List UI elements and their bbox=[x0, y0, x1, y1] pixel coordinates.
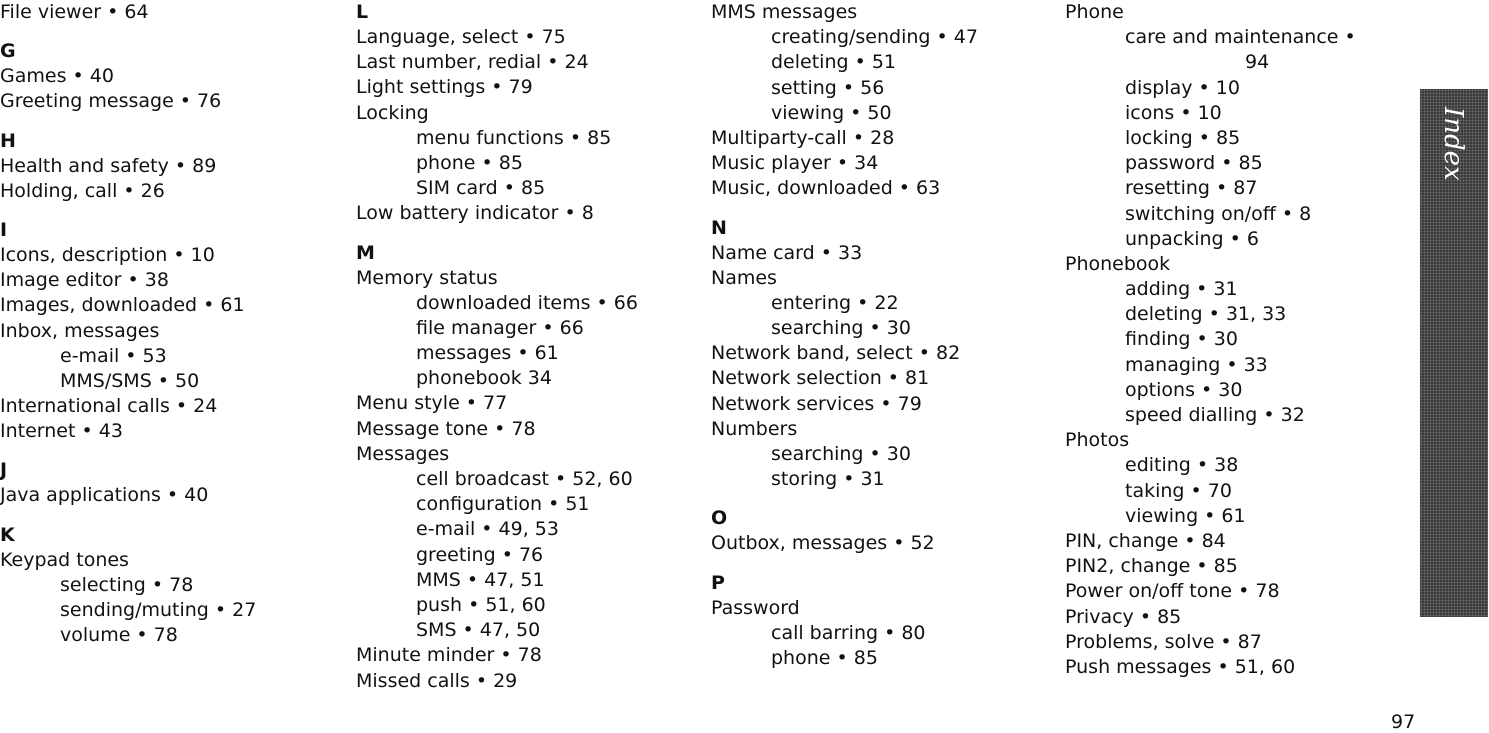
index-subentry: sending/muting • 27 bbox=[60, 599, 257, 621]
index-entry: MMS messages bbox=[711, 1, 858, 23]
index-subentry: cell broadcast • 52, 60 bbox=[416, 468, 633, 490]
index-entry: Network services • 79 bbox=[711, 392, 922, 415]
index-subentry-continuation: 94 bbox=[1245, 51, 1270, 74]
index-entry: Music player • 34 bbox=[711, 152, 879, 175]
index-subentry: options • 30 bbox=[1125, 378, 1243, 401]
index-entry: Icons, description • 10 bbox=[0, 243, 215, 266]
index-subentry: entering • 22 bbox=[771, 291, 899, 314]
index-entry: PIN2, change • 85 bbox=[1065, 555, 1238, 578]
index-entry: Health and safety • 89 bbox=[0, 154, 217, 177]
index-subentry: file manager • 66 bbox=[416, 316, 584, 339]
index-subentry: viewing • 61 bbox=[1125, 504, 1246, 527]
index-entry: Light settings • 79 bbox=[356, 76, 533, 99]
index-section-letter: K bbox=[0, 523, 15, 546]
index-entry: Name card • 33 bbox=[711, 241, 863, 264]
index-entry: Locking bbox=[356, 101, 429, 124]
index-entry: PIN, change • 84 bbox=[1065, 529, 1226, 552]
index-entry: Games • 40 bbox=[0, 65, 114, 88]
index-column-4 bbox=[1065, 0, 1410, 680]
index-subentry: MMS/SMS • 50 bbox=[60, 369, 200, 392]
index-subentry: password • 85 bbox=[1125, 152, 1263, 175]
index-section-letter: H bbox=[0, 129, 16, 152]
index-subentry: searching • 30 bbox=[771, 443, 911, 465]
index-subentry: managing • 33 bbox=[1125, 353, 1268, 376]
index-section-letter: N bbox=[711, 216, 727, 239]
index-entry: Network band, select • 82 bbox=[711, 342, 961, 365]
index-subentry: MMS • 47, 51 bbox=[416, 568, 545, 591]
index-subentry: creating/sending • 47 bbox=[771, 26, 978, 49]
index-subentry: e-mail • 49, 53 bbox=[416, 518, 559, 541]
index-entry: Internet • 43 bbox=[0, 420, 123, 443]
index-entry: Image editor • 38 bbox=[0, 269, 169, 292]
page-number: 97 bbox=[1391, 711, 1416, 733]
index-entry: Problems, solve • 87 bbox=[1065, 630, 1262, 653]
index-subentry: configuration • 51 bbox=[416, 493, 590, 516]
index-entry: Memory status bbox=[356, 266, 498, 289]
index-subentry: care and maintenance • bbox=[1125, 26, 1356, 49]
index-subentry: switching on/off • 8 bbox=[1125, 202, 1312, 225]
index-subentry: finding • 30 bbox=[1125, 328, 1238, 351]
index-entry: Phonebook bbox=[1065, 252, 1171, 275]
index-subentry: greeting • 76 bbox=[416, 543, 544, 566]
index-entry: Network selection • 81 bbox=[711, 367, 930, 390]
index-entry: Low battery indicator • 8 bbox=[356, 202, 594, 225]
index-entry: Messages bbox=[356, 442, 450, 465]
index-subentry: speed dialling • 32 bbox=[1125, 404, 1305, 426]
index-entry: Menu style • 77 bbox=[356, 392, 508, 415]
index-entry: Keypad tones bbox=[0, 548, 129, 571]
index-entry: Last number, redial • 24 bbox=[356, 51, 589, 74]
index-entry: Names bbox=[711, 266, 777, 289]
index-entry: Greeting message • 76 bbox=[0, 90, 222, 113]
index-section-letter: M bbox=[356, 241, 375, 264]
index-entry: Photos bbox=[1065, 429, 1130, 452]
index-subentry: editing • 38 bbox=[1125, 454, 1239, 477]
index-tab bbox=[1420, 89, 1488, 617]
index-entry: Minute minder • 78 bbox=[356, 644, 542, 667]
index-subentry: SIM card • 85 bbox=[416, 177, 546, 200]
index-entry: Inbox, messages bbox=[0, 319, 160, 342]
index-subentry: selecting • 78 bbox=[60, 573, 194, 596]
index-subentry: SMS • 47, 50 bbox=[416, 619, 541, 642]
index-section-letter: P bbox=[711, 571, 725, 594]
index-subentry: e-mail • 53 bbox=[60, 344, 167, 367]
index-column-2 bbox=[356, 0, 696, 694]
index-entry: Java applications • 40 bbox=[0, 484, 209, 507]
index-subentry: menu functions • 85 bbox=[416, 126, 612, 149]
index-subentry: volume • 78 bbox=[60, 624, 178, 647]
index-subentry: storing • 31 bbox=[771, 468, 885, 491]
index-entry: File viewer • 64 bbox=[0, 1, 149, 23]
index-entry: Multiparty-call • 28 bbox=[711, 126, 895, 149]
index-entry: Power on/off tone • 78 bbox=[1065, 580, 1280, 603]
index-subentry: display • 10 bbox=[1125, 76, 1240, 99]
index-subentry: searching • 30 bbox=[771, 317, 911, 340]
index-column-3 bbox=[711, 0, 1051, 671]
index-column-1 bbox=[0, 0, 340, 648]
index-entry: Password bbox=[711, 596, 800, 619]
index-entry: Push messages • 51, 60 bbox=[1065, 655, 1296, 678]
index-entry: Privacy • 85 bbox=[1065, 605, 1182, 628]
index-entry: International calls • 24 bbox=[0, 395, 218, 418]
index-subentry: call barring • 80 bbox=[771, 621, 926, 644]
index-entry: Language, select • 75 bbox=[356, 26, 566, 48]
index-tab-label: Index bbox=[1438, 107, 1468, 181]
index-subentry: unpacking • 6 bbox=[1125, 227, 1259, 250]
index-subentry: resetting • 87 bbox=[1125, 177, 1258, 200]
index-subentry: push • 51, 60 bbox=[416, 593, 546, 616]
index-entry: Music, downloaded • 63 bbox=[711, 177, 941, 200]
index-subentry: phone • 85 bbox=[416, 151, 523, 174]
index-subentry: viewing • 50 bbox=[771, 101, 892, 124]
index-subentry: icons • 10 bbox=[1125, 101, 1222, 124]
index-subentry: adding • 31 bbox=[1125, 278, 1238, 301]
index-section-letter: I bbox=[0, 218, 8, 241]
index-section-letter: L bbox=[356, 1, 369, 23]
index-subentry: downloaded items • 66 bbox=[416, 291, 638, 314]
index-entry: Phone bbox=[1065, 1, 1124, 23]
index-section-letter: G bbox=[0, 40, 16, 63]
index-subentry: messages • 61 bbox=[416, 342, 559, 365]
index-subentry: phonebook 34 bbox=[416, 367, 552, 390]
index-subentry: phone • 85 bbox=[771, 646, 878, 669]
index-entry: Missed calls • 29 bbox=[356, 669, 518, 692]
index-entry: Outbox, messages • 52 bbox=[711, 532, 935, 555]
index-subentry: deleting • 31, 33 bbox=[1125, 303, 1287, 326]
index-entry: Holding, call • 26 bbox=[0, 179, 165, 202]
index-entry: Images, downloaded • 61 bbox=[0, 294, 245, 317]
index-subentry: taking • 70 bbox=[1125, 479, 1232, 502]
index-section-letter: O bbox=[711, 507, 728, 530]
index-subentry: deleting • 51 bbox=[771, 51, 897, 74]
index-entry: Numbers bbox=[711, 417, 798, 440]
index-subentry: locking • 85 bbox=[1125, 126, 1241, 149]
index-section-letter: J bbox=[0, 459, 8, 482]
index-entry: Message tone • 78 bbox=[356, 417, 536, 440]
index-subentry: setting • 56 bbox=[771, 76, 885, 99]
